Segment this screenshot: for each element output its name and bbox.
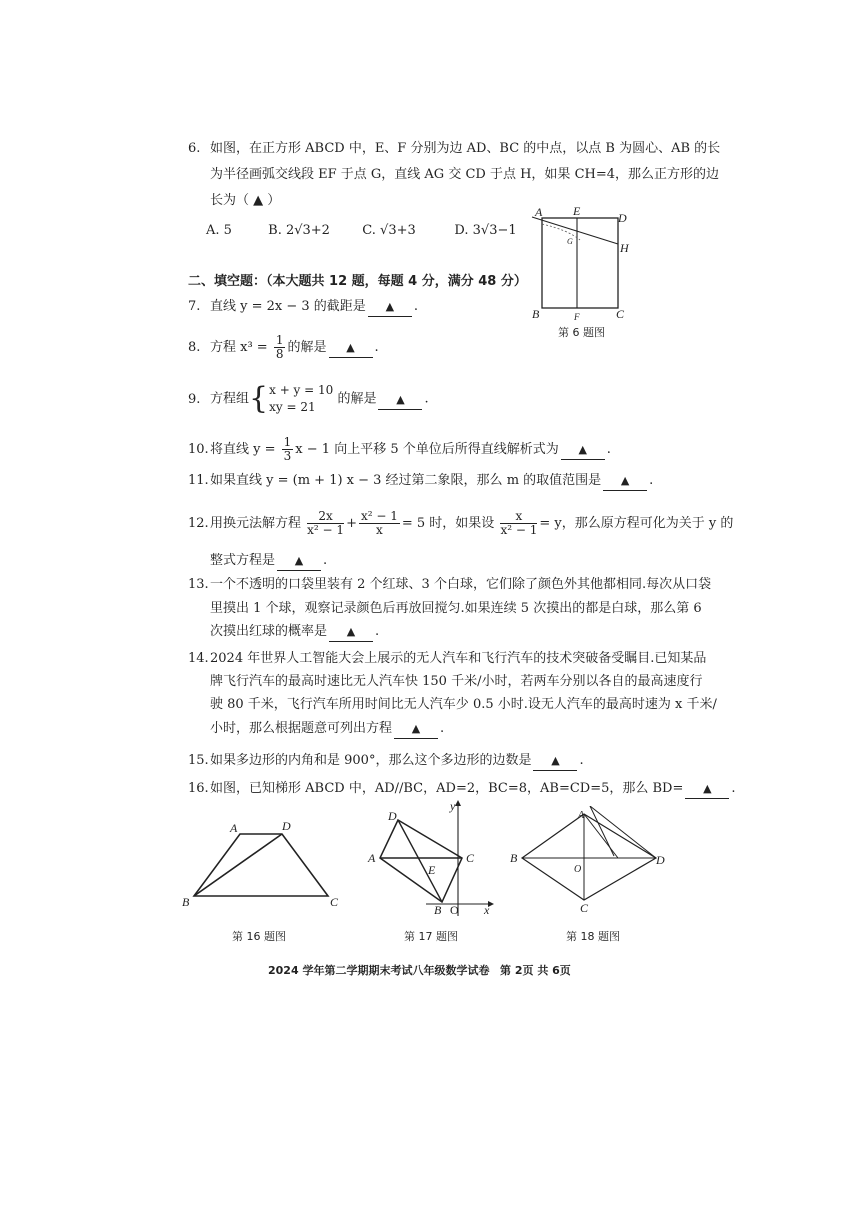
fig17-quadrilateral bbox=[380, 820, 462, 902]
q11-answer-blank[interactable] bbox=[603, 472, 647, 491]
fig16-label-a: A bbox=[230, 821, 238, 835]
q9-text-a: 方程组 bbox=[210, 391, 250, 407]
q12-answer-blank[interactable] bbox=[277, 552, 321, 571]
fig6-caption: 第 6 题图 bbox=[558, 326, 605, 339]
q10-fraction bbox=[282, 436, 294, 463]
q14-answer-blank[interactable] bbox=[394, 720, 438, 739]
q11-number: 11. bbox=[188, 473, 209, 488]
q9-equation-system bbox=[269, 382, 333, 416]
q9: 9. 方程组{ x + y = 10 xy = 21 的解是 ▲ . bbox=[188, 381, 429, 416]
footer-page-number: 第 2页 共 6页 bbox=[500, 964, 571, 977]
q13-line3: 次摸出红球的概率是 ▲ . bbox=[210, 623, 379, 642]
q6-option-d: D. 3√3−1 bbox=[454, 223, 517, 238]
figure-16 bbox=[178, 814, 348, 914]
fig16-trapezoid bbox=[194, 834, 328, 896]
q13-text-line1: 一个不透明的口袋里装有 2 个红球、3 个白球，它们除了颜色外其他都相同.每次从口袋 bbox=[210, 577, 712, 592]
q9-answer-blank[interactable] bbox=[378, 391, 422, 410]
q14-number: 14. bbox=[188, 651, 209, 666]
q7-number: 7. bbox=[188, 299, 201, 314]
fig17-label-e: E bbox=[428, 863, 436, 877]
q10-text-a: 将直线 y = bbox=[210, 442, 276, 457]
q14-line4: 小时，那么根据题意可列出方程 ▲ . bbox=[210, 720, 444, 739]
fig6-label-a: A bbox=[535, 205, 543, 219]
q13-triangle-mark: ▲ bbox=[346, 625, 356, 638]
q10-text-b: x − 1 向上平移 5 个单位后所得直线解析式为 bbox=[295, 442, 559, 457]
q6-text-line1: 如图，在正方形 ABCD 中，E、F 分别为边 AD、BC 的中点，以点 B 为圆心、AB 的长 bbox=[210, 141, 721, 156]
q7-text: 直线 y = 2x − 3 的截距是 bbox=[210, 299, 366, 314]
fig17-label-d: D bbox=[388, 809, 397, 823]
q8-fraction bbox=[274, 334, 286, 361]
fig17-y-arrow-icon bbox=[455, 800, 461, 806]
q13-number: 13. bbox=[188, 577, 209, 592]
fig16-diagonal-bd bbox=[194, 834, 282, 896]
fig17-label-x: x bbox=[484, 903, 490, 917]
q12-line2: 整式方程是 ▲ . bbox=[210, 552, 327, 571]
figure-17 bbox=[366, 798, 506, 922]
footer-title: 2024 学年第二学期期末考试八年级数学试卷 bbox=[268, 964, 490, 977]
q12-f2-den: x bbox=[376, 523, 383, 537]
q6-option-c: C. √3+3 bbox=[362, 223, 416, 238]
q16-text: 如图，已知梯形 ABCD 中，AD//BC，AD=2，BC=8，AB=CD=5，那么 BD= bbox=[210, 781, 684, 796]
q6-text-line3: 长为（ ▲ ） bbox=[210, 193, 281, 208]
q7-answer-blank[interactable] bbox=[368, 298, 412, 317]
q8-triangle-mark: ▲ bbox=[346, 341, 355, 354]
fig17-label-o: O bbox=[450, 903, 459, 917]
q15-answer-blank[interactable] bbox=[533, 752, 577, 771]
q6-number: 6. bbox=[188, 141, 201, 156]
q9-triangle-mark: ▲ bbox=[396, 392, 405, 406]
q12-text-a: 用换元法解方程 bbox=[210, 516, 302, 531]
q12-line1 bbox=[188, 510, 733, 537]
q13-line1 bbox=[188, 576, 711, 594]
q10-answer-blank[interactable] bbox=[561, 441, 605, 460]
fig18-label-b: B bbox=[510, 851, 518, 865]
fig6-label-f: F bbox=[574, 312, 580, 322]
q16-number: 16. bbox=[188, 781, 209, 796]
brace-icon: { bbox=[249, 381, 269, 416]
q8-text-a: 方程 x³ = bbox=[210, 340, 268, 355]
q13-answer-blank[interactable] bbox=[329, 623, 373, 642]
figure-18 bbox=[506, 806, 678, 916]
fig18-label-d: D bbox=[656, 853, 665, 867]
q14-text-line3: 驶 80 千米，飞行汽车所用时间比无人汽车少 0.5 小时.设无人汽车的最高时速为 x 千米/ bbox=[210, 697, 717, 712]
q11: 11.如果直线 y = (m + 1) x − 3 经过第二象限，那么 m 的取值范围是 ▲ . bbox=[188, 472, 653, 491]
q10-number: 10. bbox=[188, 442, 209, 457]
q12-f3-den: x² − 1 bbox=[500, 523, 538, 537]
q7: 7. 直线 y = 2x − 3 的截距是 ▲ . bbox=[188, 298, 418, 317]
q16-answer-blank[interactable] bbox=[685, 780, 729, 799]
q12-f3-num: x bbox=[500, 510, 537, 524]
fig18-caption: 第 18 题图 bbox=[566, 930, 620, 943]
fig18-line-3 bbox=[584, 814, 618, 858]
q12-triangle-mark: ▲ bbox=[294, 554, 304, 567]
fig16-label-d: D bbox=[282, 819, 291, 833]
q16: 16.如图，已知梯形 ABCD 中，AD//BC，AD=2，BC=8，AB=CD=5，那么 BD= ▲ . bbox=[188, 780, 736, 799]
fig6-label-e: E bbox=[573, 204, 581, 218]
fig6-label-g: G bbox=[567, 237, 573, 246]
q8-answer-blank[interactable] bbox=[329, 339, 373, 358]
figure-6 bbox=[528, 204, 638, 338]
fig17-label-a: A bbox=[368, 851, 376, 865]
q10-triangle-mark: ▲ bbox=[578, 443, 587, 456]
fig17-caption: 第 17 题图 bbox=[404, 930, 458, 943]
fig17-label-b: B bbox=[434, 903, 442, 917]
q12-fraction-3 bbox=[500, 510, 537, 537]
fig18-label-o: O bbox=[574, 864, 582, 875]
q10-frac-num: 1 bbox=[283, 435, 292, 449]
q9-number: 9. bbox=[188, 391, 201, 407]
q6-text-line2: 为半径画弧交线段 EF 于点 G，直线 AG 交 CD 于点 H，如果 CH=4，那么正方形的边 bbox=[210, 167, 720, 182]
q16-triangle-mark: ▲ bbox=[703, 782, 712, 795]
fig6-line-ag bbox=[532, 217, 618, 244]
q12-text-line2: 整式方程是 bbox=[210, 553, 276, 568]
q12-fraction-2 bbox=[359, 510, 400, 537]
fig6-label-h: H bbox=[620, 241, 629, 255]
q12-fraction-1 bbox=[307, 510, 344, 537]
q11-text: 如果直线 y = (m + 1) x − 3 经过第二象限，那么 m 的取值范围是 bbox=[210, 473, 602, 488]
q12-number: 12. bbox=[188, 516, 209, 531]
q12-plus: + bbox=[346, 516, 357, 531]
q15-text: 如果多边形的内角和是 900°，那么这个多边形的边数是 bbox=[210, 753, 532, 768]
q6-options bbox=[206, 222, 517, 240]
q14-text-line2: 牌飞行汽车的最高时速比无人汽车快 150 千米/小时，若两车分别以各自的最高速度行 bbox=[210, 674, 703, 689]
q12-text-c: = y，那么原方程可化为关于 y 的 bbox=[539, 516, 734, 531]
fig18-label-c: C bbox=[580, 901, 589, 915]
fig6-label-b: B bbox=[532, 307, 540, 321]
fig6-label-d: D bbox=[618, 211, 627, 225]
q10-frac-den: 3 bbox=[283, 449, 292, 463]
q14-triangle-mark: ▲ bbox=[411, 722, 421, 735]
q12-f1-num: 2x bbox=[307, 510, 344, 524]
q6-line1 bbox=[188, 140, 720, 158]
fig6-label-c: C bbox=[616, 307, 625, 321]
fig18-line-1 bbox=[590, 806, 656, 858]
q13-text-line2: 里摸出 1 个球，观察记录颜色后再放回搅匀.如果连续 5 次摸出的都是白球，那么第 6 bbox=[210, 601, 702, 616]
q9-text-b: 的解是 bbox=[337, 391, 377, 407]
q10: 10.将直线 y = $\frac{1}{3}$ x − 1 向上平移 5 个单位后所得直线解析式为 ▲ . bbox=[188, 435, 611, 463]
q11-triangle-mark: ▲ bbox=[620, 474, 630, 487]
q8-number: 8. bbox=[188, 340, 201, 355]
q14-text-line1: 2024 年世界人工智能大会上展示的无人汽车和飞行汽车的技术突破备受瞩目.已知某品 bbox=[210, 651, 707, 666]
q8-text-b: 的解是 bbox=[287, 340, 327, 355]
fig16-caption: 第 16 题图 bbox=[232, 930, 286, 943]
q15: 15.如果多边形的内角和是 900°，那么这个多边形的边数是 ▲ . bbox=[188, 752, 584, 771]
fig17-label-c: C bbox=[466, 851, 475, 865]
q6-option-a: A. 5 bbox=[206, 223, 232, 238]
q9-eq2: xy = 21 bbox=[269, 400, 316, 414]
q13-text-line3: 次摸出红球的概率是 bbox=[210, 624, 328, 639]
q8-frac-num: 1 bbox=[275, 333, 284, 347]
q9-eq1: x + y = 10 bbox=[269, 383, 334, 397]
q12-f1-den: x² − 1 bbox=[307, 523, 345, 537]
q14-text-line4: 小时，那么根据题意可列出方程 bbox=[210, 721, 393, 736]
section-fill-blank-header: 二、填空题：（本大题共 12 题，每题 4 分，满分 48 分） bbox=[188, 274, 527, 289]
q12-f2-num: x² − 1 bbox=[360, 509, 398, 523]
fig16-label-b: B bbox=[182, 895, 190, 909]
fig18-label-a: A bbox=[578, 810, 585, 821]
q15-triangle-mark: ▲ bbox=[551, 754, 560, 767]
q12-text-b: = 5 时，如果设 bbox=[401, 516, 495, 531]
q7-triangle-mark: ▲ bbox=[385, 300, 395, 313]
q6-option-b: B. 2√3+2 bbox=[268, 223, 330, 238]
q15-number: 15. bbox=[188, 753, 209, 768]
q8-frac-den: 8 bbox=[275, 347, 284, 361]
fig18-rhombus bbox=[522, 814, 656, 900]
q8: 8. 方程 x³ = $\frac{1}{8}$ 的解是 ▲ . bbox=[188, 333, 379, 361]
fig17-label-y: y bbox=[450, 799, 456, 813]
q14-line1 bbox=[188, 650, 706, 668]
fig16-label-c: C bbox=[330, 895, 339, 909]
